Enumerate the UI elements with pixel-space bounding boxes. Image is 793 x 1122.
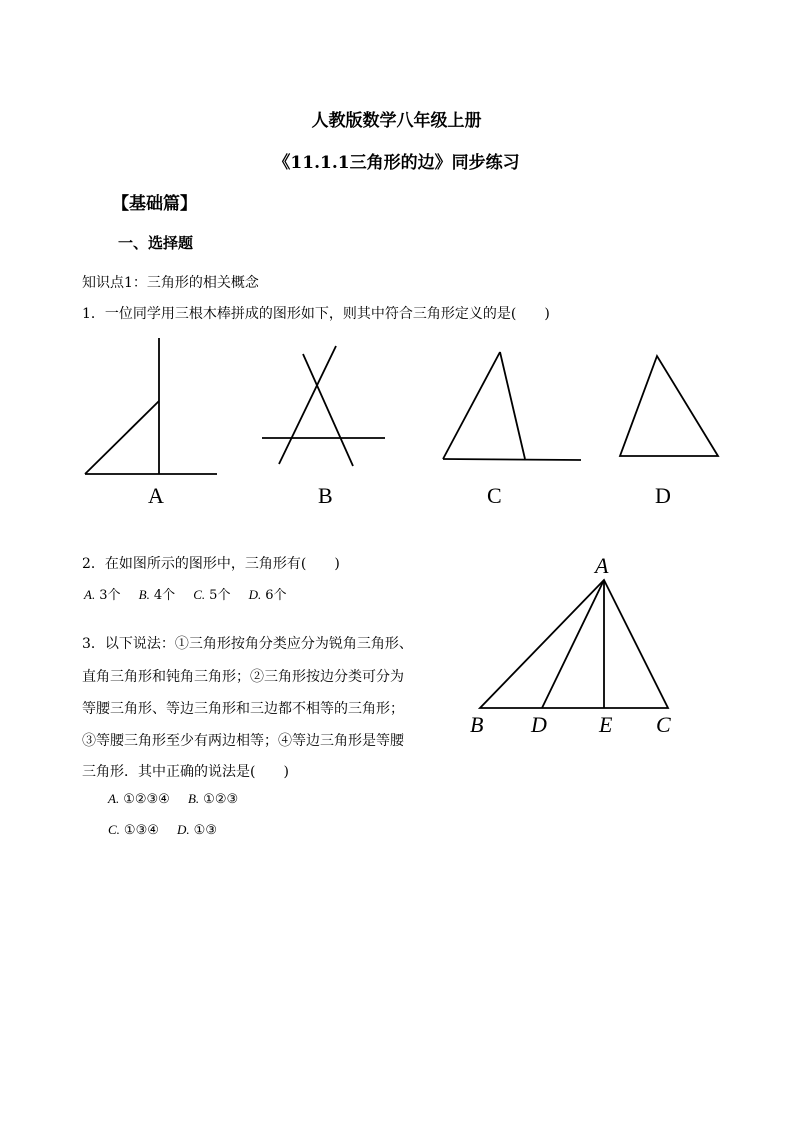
q3-option-c[interactable]: C. ①③④ — [108, 822, 159, 838]
q2-option-c[interactable]: C. 5个 — [193, 587, 231, 603]
point-c-label: C — [656, 712, 671, 737]
segment-ad — [542, 580, 604, 708]
figure-b-label: B — [318, 483, 333, 508]
figure-a-label: A — [148, 483, 164, 508]
question-2-options — [84, 584, 287, 603]
figure-a-diagonal-stick — [85, 401, 159, 474]
question-1-text: 1．一位同学用三根木棒拼成的图形如下，则其中符合三角形定义的是( ) — [82, 306, 550, 322]
point-e-label: E — [599, 712, 613, 737]
question-3-line-4: ③等腰三角形至少有两边相等；④等边三角形是等腰 — [82, 733, 404, 749]
q2-option-d[interactable]: D. 6个 — [248, 587, 287, 603]
question-2-text: 2．在如图所示的图形中，三角形有( ) — [82, 556, 340, 572]
question-2-figure — [470, 570, 680, 715]
figure-a — [85, 338, 217, 474]
q3-option-b[interactable]: B. ①②③ — [187, 791, 239, 807]
figure-b-stick-1 — [303, 354, 353, 466]
q3-option-a[interactable]: A. ①②③④ — [108, 791, 170, 807]
question-3-options-row-2 — [108, 822, 217, 838]
document-title: 人教版数学八年级上册 — [311, 111, 482, 131]
question-3-line-5: 三角形．其中正确的说法是( ) — [82, 764, 289, 780]
figure-b — [262, 346, 385, 466]
q3-option-d[interactable]: D. ①③ — [177, 822, 217, 838]
q2-option-b[interactable]: B. 4个 — [138, 587, 176, 603]
question-3-options-row-1 — [108, 791, 238, 807]
figure-c-stick-2 — [500, 352, 525, 459]
figure-d-triangle — [620, 356, 718, 456]
subsection-heading: 一、选择题 — [118, 234, 194, 252]
question-3-line-1: 3．以下说法：①三角形按角分类应分为锐角三角形、 — [82, 636, 413, 652]
figure-c-stick-1 — [443, 352, 500, 459]
question-3-line-3: 等腰三角形、等边三角形和三边都不相等的三角形； — [82, 701, 404, 717]
figure-c-label: C — [487, 483, 502, 508]
figure-c-stick-3 — [443, 459, 581, 460]
figure-c — [443, 352, 581, 460]
q2-option-a[interactable]: A. 3个 — [84, 587, 121, 603]
figure-d-label: D — [655, 483, 671, 508]
section-heading: 【基础篇】 — [112, 194, 197, 214]
figure-d — [620, 356, 718, 456]
point-b-label: B — [470, 712, 484, 737]
point-a-label: A — [595, 553, 609, 578]
question-3-line-2: 直角三角形和钝角三角形；②三角形按边分类可分为 — [82, 669, 404, 685]
point-d-label: D — [531, 712, 547, 737]
document-subtitle: 《11.1.1三角形的边》同步练习 — [273, 153, 520, 173]
knowledge-point: 知识点1：三角形的相关概念 — [82, 275, 259, 291]
question-1-figures — [0, 330, 793, 520]
